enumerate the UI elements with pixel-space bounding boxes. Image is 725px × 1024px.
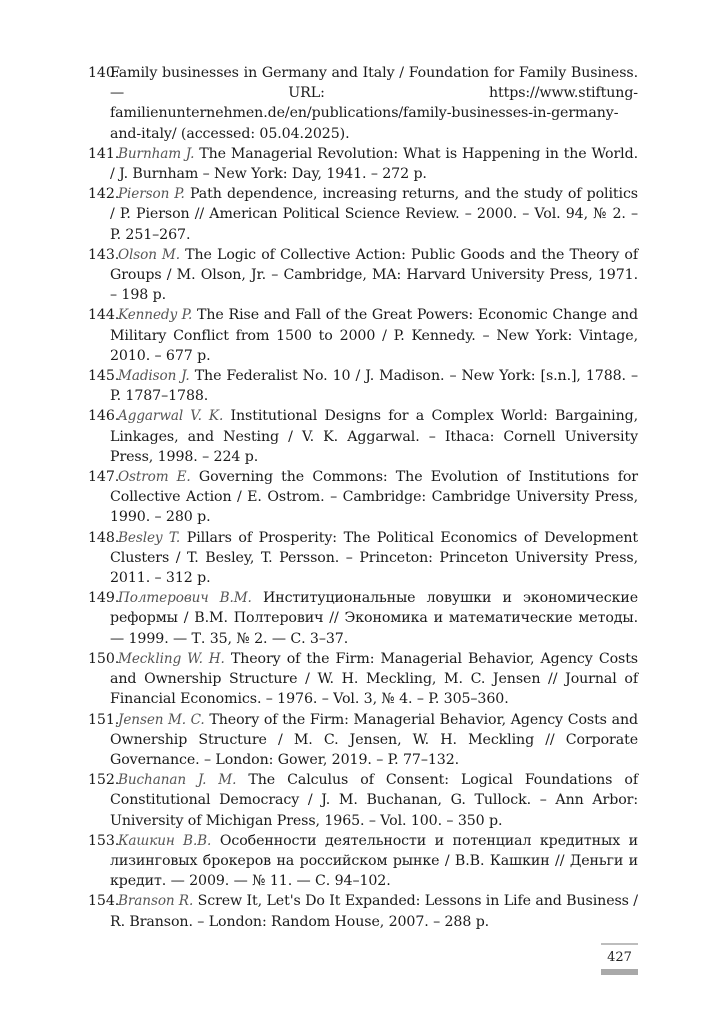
reference-item: [88, 891, 638, 931]
reference-author: Полтерович В.М.: [118, 590, 252, 607]
reference-item: [88, 528, 638, 589]
reference-item: [88, 245, 638, 306]
reference-item: [88, 406, 638, 467]
reference-body: [110, 63, 638, 144]
reference-number: 144.: [88, 307, 120, 324]
reference-author: Kennedy P.: [118, 307, 193, 324]
reference-text: Family businesses in Germany and Italy / Foundation for Family Business. — URL: https://www.stiftung-familienunternehmen.de/en/publications/family-businesses-in-germany-and-italy/ (accessed: 05.04.2025).: [110, 65, 638, 142]
reference-item: [88, 770, 638, 831]
reference-text: Theory of the Firm: Managerial Behavior, Agency Costs and Ownership Structure / W. H. Meckling, M. C. Jensen // Journal of Financial Economics. – 1976. – Vol. 3, № 4. – P. 305–360.: [110, 650, 638, 708]
reference-text: Pillars of Prosperity: The Political Economics of Development Clusters / T. Besley, T. Persson. – Princeton: Princeton University Press, 2011. – 312 p.: [110, 529, 638, 587]
reference-body: [110, 366, 638, 406]
reference-author: Buchanan J. M.: [118, 772, 237, 789]
reference-author: Кашкин В.В.: [118, 832, 212, 849]
reference-body: [110, 144, 638, 184]
reference-text: The Rise and Fall of the Great Powers: Economic Change and Military Conflict from 1500 to 2000 / P. Kennedy. – New York: Vintage, 2010. – 677 p.: [110, 307, 638, 364]
reference-list: [88, 63, 638, 932]
reference-number: 152.: [88, 772, 120, 789]
reference-number: 147.: [88, 469, 120, 486]
reference-number: 145.: [88, 368, 120, 385]
reference-number: 153.: [88, 832, 120, 849]
reference-text: Institutional Designs for a Complex World: Bargaining, Linkages, and Nesting / V. K. Aggarwal. – Ithaca: Cornell University Press, 1998. – 224 p.: [110, 408, 639, 465]
reference-item: [88, 144, 638, 184]
reference-number: 151.: [88, 711, 120, 728]
reference-number: 143.: [88, 246, 120, 263]
reference-item: [88, 649, 638, 710]
reference-body: [110, 245, 638, 306]
reference-number: 150.: [88, 650, 120, 667]
reference-item: [88, 305, 638, 366]
reference-item: [88, 184, 638, 245]
reference-body: [110, 467, 638, 528]
reference-author: Pierson P.: [118, 186, 185, 203]
reference-number: 140.: [88, 65, 120, 81]
reference-body: [110, 305, 638, 366]
reference-number: 148.: [88, 529, 120, 546]
reference-author: Branson R.: [118, 893, 194, 910]
reference-number: 142.: [88, 186, 120, 203]
reference-author: Madison J.: [118, 368, 190, 385]
reference-text: Screw It, Let's Do It Expanded: Lessons in Life and Business / R. Branson. – London: Random House, 2007. – 288 p.: [110, 893, 638, 930]
page-number: 427: [607, 950, 632, 965]
reference-body: [110, 184, 638, 245]
reference-author: Jensen M. C.: [118, 711, 205, 728]
reference-text: Governing the Commons: The Evolution of Institutions for Collective Action / E. Ostrom. – Cambridge: Cambridge University Press, 1990. – 280 p.: [110, 469, 638, 526]
reference-text: Институциональные ловушки и экономические реформы / В.М. Полтерович // Экономика и математические методы. — 1999. — Т. 35, № 2. — С. 3–37.: [110, 590, 638, 647]
reference-author: Meckling W. H.: [118, 650, 225, 667]
reference-body: [110, 710, 638, 771]
reference-author: Aggarwal V. K.: [118, 408, 224, 425]
reference-body: [110, 588, 638, 649]
reference-text: Theory of the Firm: Managerial Behavior, Agency Costs and Ownership Structure / M. C. Jensen, W. H. Meckling // Corporate Governance. – London: Gower, 2019. – P. 77–132.: [110, 711, 638, 768]
reference-item: [88, 366, 638, 406]
reference-item: [88, 467, 638, 528]
reference-author: Besley T.: [118, 529, 181, 546]
reference-item: [88, 63, 638, 144]
reference-text: Path dependence, increasing returns, and the study of politics / P. Pierson // American Political Science Review. – 2000. – Vol. 94, № 2. – P. 251–267.: [110, 186, 638, 243]
reference-number: 149.: [88, 590, 120, 607]
page-footer: [601, 943, 638, 975]
reference-text: Особенности деятельности и потенциал кредитных и лизинговых брокеров на российском рынке / В.В. Кашкин // Деньги и кредит. — 2009. — № 11. — С. 94–102.: [110, 832, 639, 890]
reference-author: Ostrom E.: [118, 469, 191, 486]
reference-body: [110, 831, 638, 892]
reference-author: Olson M.: [118, 246, 180, 263]
reference-number: 141.: [88, 145, 120, 162]
reference-body: [110, 770, 638, 831]
reference-body: [110, 891, 638, 931]
reference-text: The Logic of Collective Action: Public Goods and the Theory of Groups / M. Olson, Jr. – Cambridge, MA: Harvard University Press, 1971. – 198 p.: [110, 246, 638, 304]
reference-number: 146.: [88, 408, 120, 425]
reference-text: The Managerial Revolution: What is Happening in the World. / J. Burnham – New York: Day, 1941. – 272 p.: [110, 145, 638, 183]
reference-item: [88, 710, 638, 771]
page-number-bar: [601, 969, 638, 975]
reference-item: [88, 588, 638, 649]
reference-body: [110, 649, 638, 710]
reference-body: [110, 406, 638, 467]
reference-body: [110, 528, 638, 589]
reference-author: Burnham J.: [118, 145, 195, 162]
reference-item: [88, 831, 638, 892]
reference-text: The Federalist No. 10 / J. Madison. – New York: [s.n.], 1788. – P. 1787–1788.: [110, 368, 638, 405]
page-number-rule: [601, 943, 638, 945]
reference-number: 154.: [88, 893, 120, 910]
reference-text: The Calculus of Consent: Logical Foundations of Constitutional Democracy / J. M. Buchanan, G. Tullock. – Ann Arbor: University of Michigan Press, 1965. – Vol. 100. – 350 p.: [110, 772, 639, 829]
